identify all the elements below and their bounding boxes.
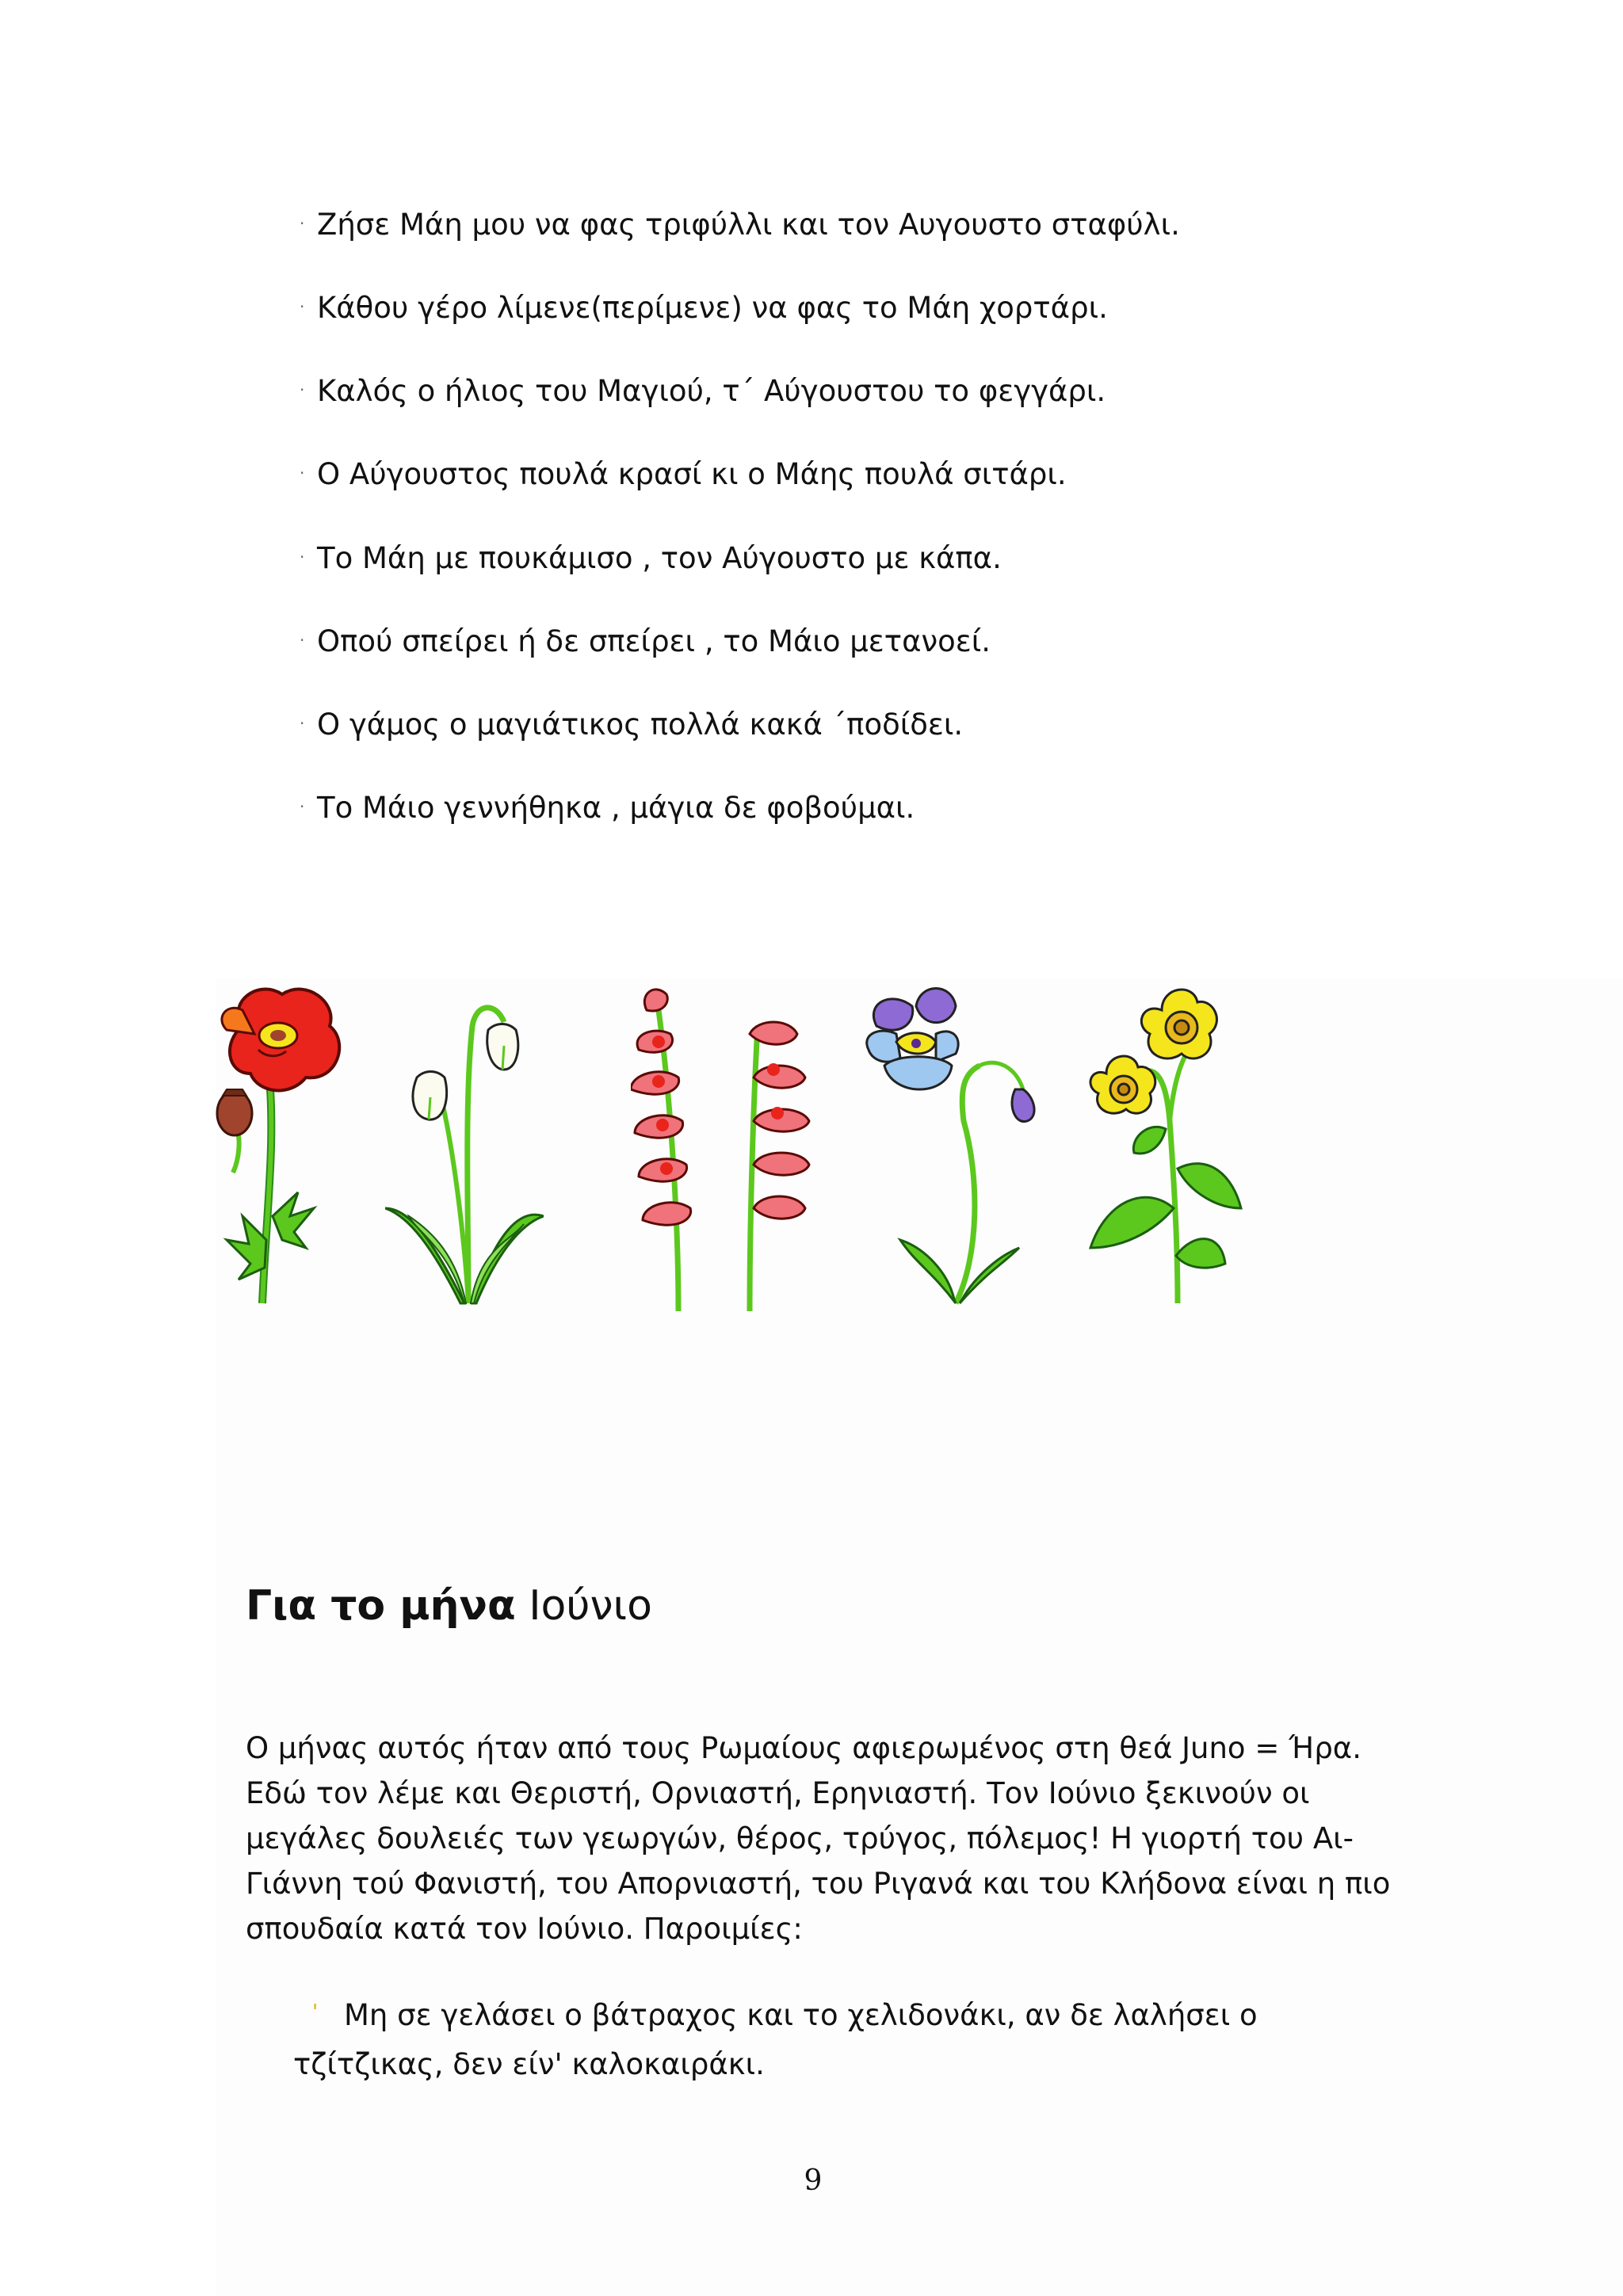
bullet-dot: · [300, 214, 305, 233]
proverb-item: · Καλός ο ήλιος του Μαγιού, τ΄ Αύγουστου το φεγγάρι. [300, 374, 1106, 408]
paragraph-line: σπουδαία κατά τον Ιούνιο. Παροιμίες: [246, 1912, 803, 1946]
paragraph-line: Ο μήνας αυτός ήταν από τους Ρωμαίους αφιερωμένος στη θεά Juno = Ήρα. [246, 1731, 1361, 1765]
flower-illustrations [203, 978, 1249, 1311]
poppy-illustration [211, 978, 353, 1311]
bullet-dot: · [300, 547, 305, 566]
section-title-month: Ιούνιο [529, 1582, 652, 1630]
bullet-dot: · [300, 463, 305, 482]
proverb-item: · Ζήσε Μάη μου να φας τριφύλλι και τον Αυγουστο σταφύλι. [300, 208, 1180, 242]
daffodil-illustration [1075, 978, 1249, 1311]
proverb-item: · Ο Αύγουστος πουλά κρασί κι ο Μάης πουλά σιτάρι. [300, 457, 1067, 491]
paragraph-line: μεγάλες δουλειές των γεωργών, θέρος, τρύγος, πόλεμος! Η γιορτή του Αι- [246, 1821, 1354, 1855]
bullet-dot: · [300, 380, 305, 399]
section-title [246, 1581, 652, 1631]
snowdrop-illustration [385, 978, 544, 1311]
june-proverb [293, 1991, 1403, 2089]
proverb-item: · Το Μάη με πουκάμισο , τον Αύγουστο με κάπα. [300, 541, 1002, 575]
paragraph-line: Εδώ τον λέμε και Θεριστή, Ορνιαστή, Ερηνιαστή. Τον Ιούνιο ξεκινούν οι [246, 1776, 1310, 1810]
paragraph-line: Γιάννη τού Φανιστή, του Απορνιαστή, του Ριγανά και του Κλήδονα είναι η πιο [246, 1867, 1391, 1901]
bullet-mark: ' [312, 2000, 319, 2024]
gladiolus-illustration [631, 978, 813, 1311]
proverb-item: · Ο γάμος ο μαγιάτικος πολλά κακά ΄ποδίδει. [300, 707, 964, 742]
june-paragraph [246, 1726, 1391, 1951]
pansy-illustration [861, 978, 1043, 1311]
proverb-item: · Οπού σπείρει ή δε σπείρει , το Μάιο μετανοεί. [300, 624, 991, 658]
bullet-dot: · [300, 297, 305, 316]
june-proverb-line2: τζίτζικας, δεν είν' καλοκαιράκι. [293, 2047, 765, 2081]
bullet-dot: · [300, 797, 305, 816]
bullet-dot: · [300, 714, 305, 733]
page-number: 9 [804, 2164, 823, 2197]
bullet-dot: · [300, 631, 305, 650]
section-title-bold: Για το μήνα [246, 1582, 516, 1630]
proverb-item: · Κάθου γέρο λίμενε(περίμενε) να φας το Μάη χορτάρι. [300, 291, 1108, 325]
june-proverb-line1: ' Μη σε γελάσει ο βάτραχος και το χελιδονάκι, αν δε λαλήσει ο [293, 1991, 1403, 2040]
proverb-item: · Το Μάιο γεννήθηκα , μάγια δε φοβούμαι. [300, 791, 915, 825]
